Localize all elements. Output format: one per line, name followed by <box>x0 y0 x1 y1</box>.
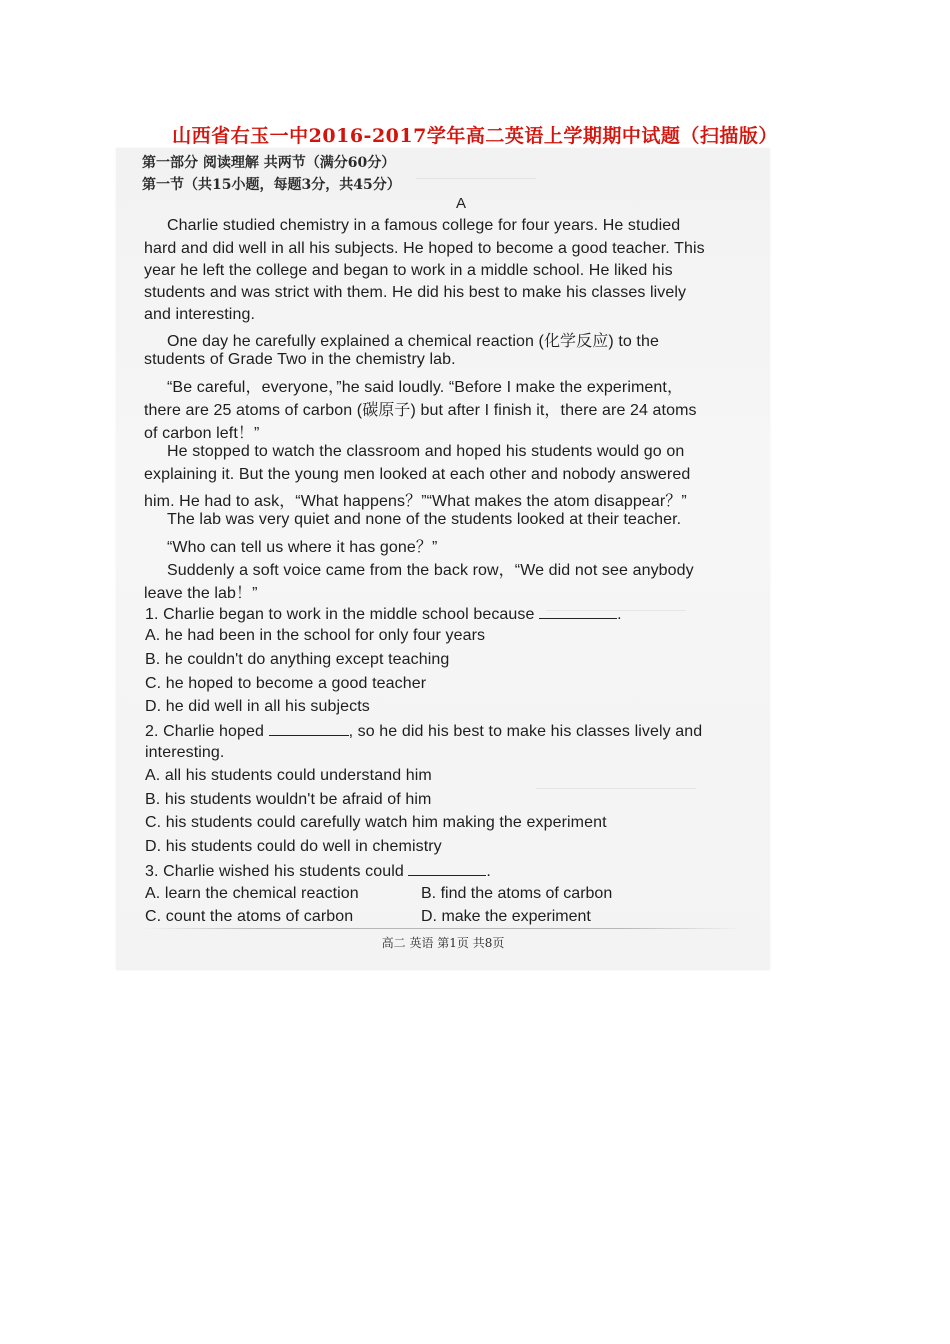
question-1-stem <box>145 604 622 624</box>
question-1-option-a: A. he had been in the school for only four years <box>145 627 486 644</box>
page-footer: 高二 英语 第1页 共8页 <box>381 936 505 950</box>
scan-artifact <box>416 178 536 179</box>
passage-line: The lab was very quiet and none of the students looked at their teacher. <box>167 511 682 528</box>
passage-line: of carbon left！” <box>144 425 260 442</box>
question-1-end: . <box>617 606 622 623</box>
answer-blank <box>539 604 617 619</box>
scan-artifact <box>536 788 696 789</box>
passage-line: students of Grade Two in the chemistry lab. <box>144 351 456 368</box>
question-2-text: 2. Charlie hoped <box>145 723 265 740</box>
passage-line: “Be careful，everyone，”he said loudly. “Before I make the experiment， <box>167 379 684 396</box>
passage-line: Charlie studied chemistry in a famous college for four years. He studied <box>167 217 681 234</box>
passage-line: He stopped to watch the classroom and hoped his students would go on <box>167 443 685 460</box>
question-3-option-c: C. count the atoms of carbon <box>145 908 354 925</box>
passage-line: leave the lab！” <box>144 585 258 602</box>
question-3-option-d: D. make the experiment <box>421 908 591 925</box>
question-1-text: 1. Charlie began to work in the middle school because <box>145 606 535 623</box>
scanned-exam-page <box>116 148 770 970</box>
passage-letter: A <box>455 195 466 212</box>
passage-line: him. He had to ask，“What happens？”“What makes the atom disappear？” <box>144 493 687 510</box>
answer-blank <box>269 721 349 736</box>
question-1-option-b: B. he couldn't do anything except teaching <box>145 651 450 668</box>
question-2-stem-line2: interesting. <box>145 744 225 761</box>
passage-line: hard and did well in all his subjects. He hoped to become a good teacher. This <box>144 240 705 257</box>
passage-line: there are 25 atoms of carbon (碳原子) but after I finish it，there are 24 atoms <box>144 402 697 419</box>
footer-divider <box>142 928 742 929</box>
passage-line: year he left the college and began to work in a middle school. He liked his <box>144 262 673 279</box>
passage-line: “Who can tell us where it has gone？” <box>167 539 438 556</box>
question-2-after: , so he did his best to make his classes lively and <box>348 723 703 740</box>
question-3-option-b: B. find the atoms of carbon <box>421 885 613 902</box>
question-2-option-b: B. his students wouldn't be afraid of him <box>145 791 432 808</box>
part-header: 第一部分 阅读理解 共两节（满分60分） <box>142 155 396 171</box>
section-header: 第一节（共15小题，每题3分，共45分） <box>142 177 401 193</box>
answer-blank <box>408 861 486 876</box>
passage-line: and interesting. <box>144 306 256 323</box>
passage-line: Suddenly a soft voice came from the back row，“We did not see anybody <box>167 562 694 579</box>
question-3-option-a: A. learn the chemical reaction <box>145 885 359 902</box>
question-2-option-c: C. his students could carefully watch him making the experiment <box>145 814 607 831</box>
passage-line: explaining it. But the young men looked at each other and nobody answered <box>144 466 691 483</box>
question-3-stem <box>145 861 491 881</box>
question-2-option-a: A. all his students could understand him <box>145 767 432 784</box>
question-1-option-d: D. he did well in all his subjects <box>145 698 370 715</box>
passage-line: students and was strict with them. He did his best to make his classes lively <box>144 284 687 301</box>
passage-line: One day he carefully explained a chemical reaction (化学反应) to the <box>167 333 659 350</box>
question-3-text: 3. Charlie wished his students could <box>145 863 404 880</box>
question-2-option-d: D. his students could do well in chemistry <box>145 838 442 855</box>
question-2-stem <box>145 721 702 741</box>
question-3-end: . <box>486 863 491 880</box>
document-title: 山西省右玉一中2016-2017学年高二英语上学期期中试题（扫描版） <box>172 125 778 147</box>
question-1-option-c: C. he hoped to become a good teacher <box>145 675 427 692</box>
